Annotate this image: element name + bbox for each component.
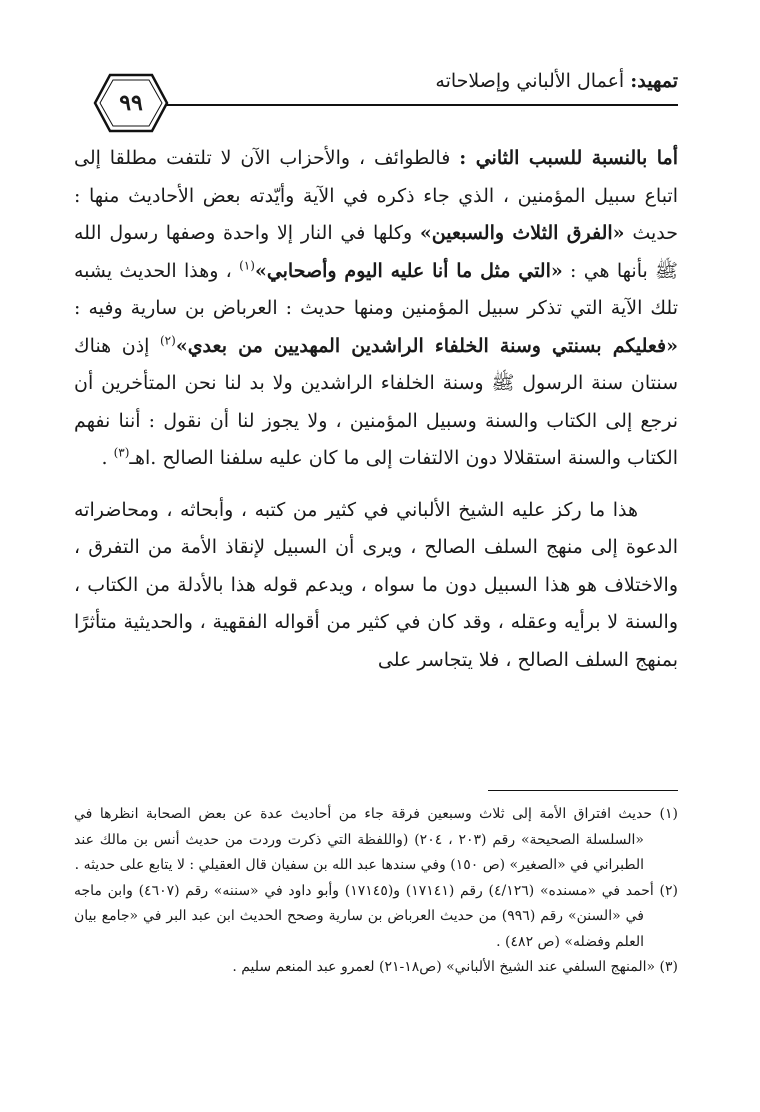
text-run: إذن هناك سنتان سنة الرسول ﷺ وسنة الخلفاء الراشدين ولا بد لنا نحن المتأخرين أن نرجع إلى الكتاب والسنة وسبيل المؤمنين ، ولا يجوز لنا أن نقول : أننا نفهم الكتاب والسنة استقلالا دون الالتفات إلى ما كان عليه سلفنا الصالح .اهـ [74,334,678,469]
footnote-ref[interactable]: (١) [239,258,255,273]
text-run: فالطوائف ، والأحزاب الآن لا تلتفت مطلقا إلى اتباع سبيل المؤمنين ، الذي جاء ذكره في الآية وأيّدته بعض الأحاديث منها : حديث [74,147,678,244]
footnote-separator [488,790,678,791]
text-run: ، وهذا الحديث يشبه تلك الآية التي تذكر سبيل المؤمنين ومنها حديث : العرباض بن سارية وفيه : [74,259,678,319]
paragraph [74,140,678,478]
chapter-label: تمهيد: [630,70,678,92]
page-number: ٩٩ [119,90,143,116]
footnote: (١) حديث افتراق الأمة إلى ثلاث وسبعين فرقة جاء من أحاديث عدة عن بعض الصحابة انظرها في «السلسلة الصحيحة» رقم (٢٠٣ ، ٢٠٤) (واللفظة التي ذكرت وردت من حديث أنس بن مالك عند الطبراني في «الصغير» (ص ١٥٠) وفي سندها عبد الله بن سفيان قال العقيلي : لا يتابع على حديثه . [74,806,678,873]
text-run: وكلها في النار إلا واحدة وصفها رسول الله ﷺ بأنها هي : [74,222,678,282]
hadith-quote: «فعليكم بسنتي وسنة الخلفاء الراشدين المهديين من بعدي» [175,334,678,357]
main-text [74,140,678,679]
paragraph: هذا ما ركز عليه الشيخ الألباني في كثير من كتبه ، وأبحاثه ، ومحاضراته الدعوة إلى منهج السلف الصالح ، ويرى أن السبيل لإنقاذ الأمة من التفرق ، والاختلاف هو هذا السبيل دون ما سواه ، ويدعم قوله هذا بالأدلة من الكتاب ، والسنة لا برأيه وعقله ، وقد كان في كثير من أقواله الفقهية ، والحديثية متأثرًا بمنهج السلف الصالح ، فلا يتجاسر على [74,498,678,671]
footnote-ref[interactable]: (٣) [113,445,130,460]
hadith-quote: «الفرق الثلاث والسبعين» [419,222,625,244]
page-header [92,56,678,116]
footnote-ref[interactable]: (٢) [159,333,176,348]
footnote: (٣) «المنهج السلفي عند الشيخ الألباني» (ص١٨-٢١) لعمرو عبد المنعم سليم . [232,959,678,975]
header-rule [162,104,678,106]
footnote: (٢) أحمد في «مسنده» (٤/١٢٦) رقم (١٧١٤١) و(١٧١٤٥) وأبو داود في «سننه» رقم (٤٦٠٧) وابن ماجه في «السنن» رقم (٩٩٦) من حديث العرباض بن سارية وصحح الحديث ابن عبد البر في «جامع بيان العلم وفضله» (ص ٤٨٢) . [74,882,678,950]
hadith-quote: «التي مثل ما أنا عليه اليوم وأصحابي» [254,259,563,282]
lead-heading: أما بالنسبة للسبب الثاني : [459,147,678,169]
footnotes [74,802,678,981]
running-head [435,70,678,92]
text-run: . [101,447,114,469]
chapter-title: أعمال الألباني وإصلاحاته [435,70,625,92]
